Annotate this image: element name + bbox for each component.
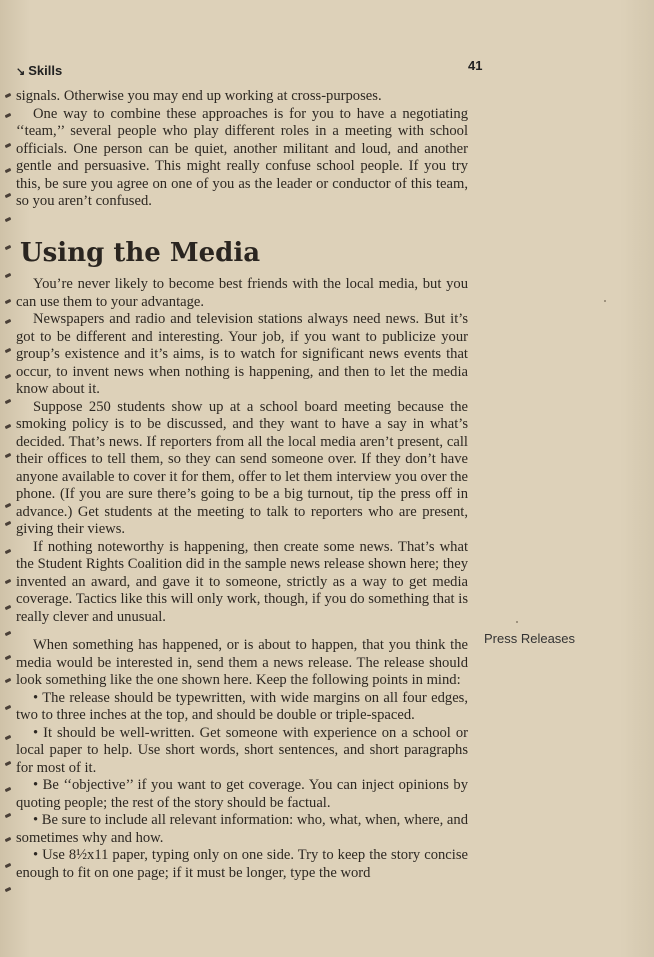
section-label xyxy=(16,63,62,78)
intro-paragraph-1: signals. Otherwise you may end up working at cross-purposes. xyxy=(16,88,382,104)
press-bullet-4: • Be sure to include all relevant information: who, what, when, where, and sometimes why and how. xyxy=(16,812,468,846)
paper-speck xyxy=(604,300,606,302)
margin-tick-icon xyxy=(3,760,13,768)
media-paragraph-3: Suppose 250 students show up at a school board meeting because the smoking policy is to be discussed, and they want to have a say in what’s decided. That’s news. If reporters from all the local media aren’t present, call their offices to tell them, so they can send someone over. If they don’t have anyone available to cover it for them, offer to let them interview you over the phone. (If you are sure there’s going to be a big turnout, tip the press off in advance.) Get students at the meeting to talk to reporters who are present, giving their views. xyxy=(16,398,468,537)
margin-tick-icon xyxy=(3,318,13,326)
press-bullet-3: • Be ‘‘objective’’ if you want to get coverage. You can inject opinions by quoting people; the rest of the story should be factual. xyxy=(16,777,468,811)
media-block xyxy=(16,276,468,626)
section-label-text: Skills xyxy=(28,63,63,78)
margin-tick-icon xyxy=(3,272,13,280)
margin-tick-icon xyxy=(3,704,13,712)
margin-tick-icon xyxy=(3,578,13,586)
section-heading: Using the Media xyxy=(20,238,261,268)
margin-tick-icon xyxy=(3,298,13,306)
intro-paragraph-2: One way to combine these approaches is for you to have a negotiating ‘‘team,’’ several people who play different roles in a meeting with school officials. One person can be quiet, another militant and loud, and another gentle and persuasive. This might really confuse school people. If you try this, be sure you agree on one of you as the leader or conductor of this team, so you aren’t confused. xyxy=(16,105,468,209)
margin-tick-icon xyxy=(3,677,13,685)
margin-tick-icon xyxy=(3,167,13,175)
margin-tick-icon xyxy=(3,836,13,844)
margin-tick-icon xyxy=(3,734,13,742)
margin-tick-icon xyxy=(3,398,13,406)
media-paragraph-4: If nothing noteworthy is happening, then create some news. That’s what the Student Rights Coalition did in the sample news release shown here; they invented an award, and gave it to someone, strictly as a way to get media coverage. Tactics like this will only work, though, if you do something that is really clever and unusual. xyxy=(16,538,468,625)
margin-tick-icon xyxy=(3,786,13,794)
margin-tick-icon xyxy=(3,502,13,510)
paper-speck xyxy=(516,621,518,623)
margin-tick-icon xyxy=(3,520,13,528)
margin-tick-icon xyxy=(3,886,13,894)
margin-tick-icon xyxy=(3,244,13,252)
margin-tick-icon xyxy=(3,862,13,870)
margin-tick-icon xyxy=(3,604,13,612)
intro-block xyxy=(16,88,468,211)
press-block xyxy=(16,637,468,882)
margin-tick-icon xyxy=(3,630,13,638)
press-bullet-5: • Use 8½x11 paper, typing only on one side. Try to keep the story concise enough to fit on one page; if it must be longer, type the word xyxy=(16,847,468,881)
margin-tick-icon xyxy=(3,423,13,431)
press-paragraph-1: When something has happened, or is about to happen, that you think the media would be interested in, send them a news release. The release should look something like the one shown here. Keep the following points in mind: xyxy=(16,637,468,688)
margin-tick-icon xyxy=(3,112,13,120)
margin-tick-icon xyxy=(3,452,13,460)
margin-tick-icon xyxy=(3,92,13,100)
margin-tick-icon xyxy=(3,347,13,355)
margin-tick-icon xyxy=(3,216,13,224)
press-bullet-2: • It should be well-written. Get someone with experience on a school or local paper to help. Use short words, short sentences, and short paragraphs for most of it. xyxy=(16,724,468,776)
margin-tick-icon xyxy=(3,548,13,556)
margin-tick-icon xyxy=(3,654,13,662)
margin-tick-icon xyxy=(3,142,13,150)
running-header xyxy=(0,58,654,80)
media-paragraph-2: Newspapers and radio and television stations always need news. But it’s got to be different and interesting. Your job, if you want to publicize your group’s existence and it’s aims, is to watch for significant news events that occur, to invent news when nothing is happening, and then to let the media know about it. xyxy=(16,311,468,397)
press-bullet-1: • The release should be typewritten, with wide margins on all four edges, two to three inches at the top, and should be double or triple-spaced. xyxy=(16,689,468,723)
margin-note-press-releases: Press Releases xyxy=(484,631,576,646)
margin-tick-icon xyxy=(3,812,13,820)
arrow-mark-icon: ↘ xyxy=(16,66,26,78)
media-paragraph-1: You’re never likely to become best friends with the local media, but you can use them to your advantage. xyxy=(16,276,468,310)
margin-tick-icon xyxy=(3,192,13,200)
page-number: 41 xyxy=(468,58,483,73)
margin-tick-icon xyxy=(3,373,13,381)
